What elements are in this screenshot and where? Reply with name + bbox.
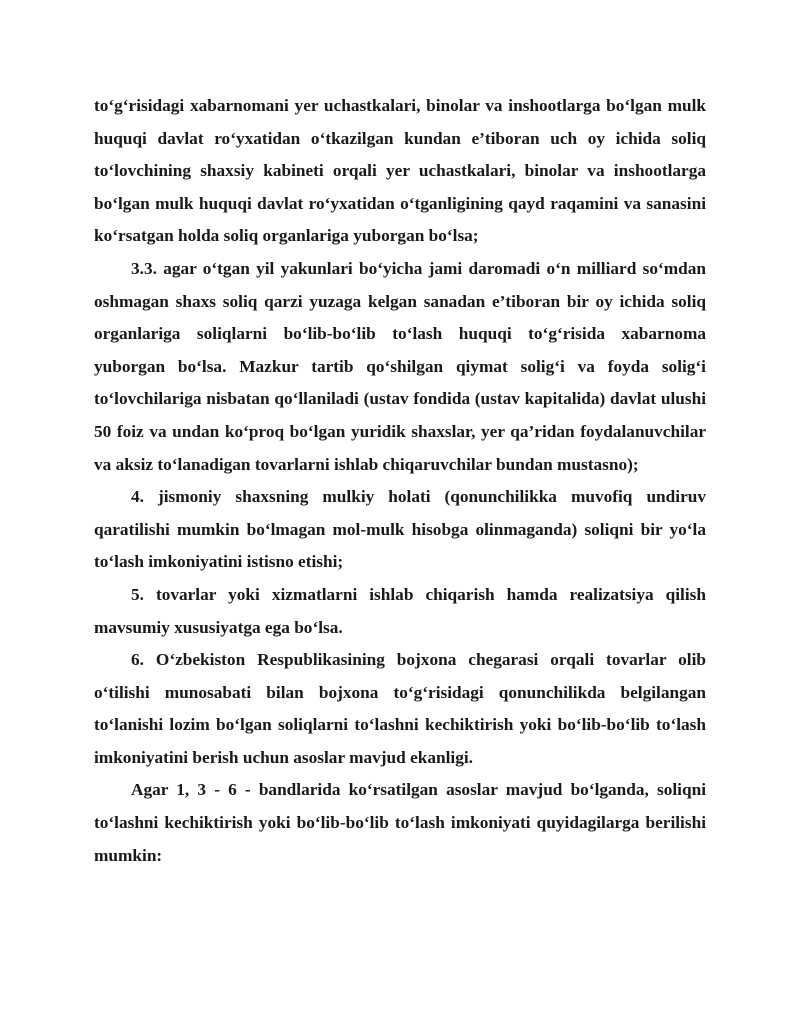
paragraph-item-5: 5. tovarlar yoki xizmatlarni ishlab chiqarish hamda realizatsiya qilish mavsumiy xususiyatga ega bo‘lsa. xyxy=(94,584,706,637)
document-page xyxy=(94,90,706,872)
paragraph-conclusion: Agar 1, 3 - 6 - bandlarida ko‘rsatilgan asoslar mavjud bo‘lganda, soliqni to‘lashni kechiktirish yoki bo‘lib-bo‘lib to‘lash imkoniyati quyidagilarga berilishi mumkin: xyxy=(94,780,706,865)
paragraph-item-3-3: 3.3. agar o‘tgan yil yakunlari bo‘yicha jami daromadi o‘n milliard so‘mdan oshmagan shaxs soliq qarzi yuzaga kelgan sanadan e’tiboran bir oy ichida soliq organlariga soliqlarni bo‘lib-bo‘lib to‘lash huquqi to‘g‘risida xabarnoma yuborgan bo‘lsa. Mazkur tartib qo‘shilgan qiymat solig‘i va foyda solig‘i to‘lovchilariga nisbatan qo‘llaniladi (ustav fondida (ustav kapitalida) davlat ulushi 50 foiz va undan ko‘proq bo‘lgan yuridik shaxslar, yer qa’ridan foydalanuvchilar va aksiz to‘lanadigan tovarlarni ishlab chiqaruvchilar bundan mustasno); xyxy=(94,258,706,474)
paragraph-item-4: 4. jismoniy shaxsning mulkiy holati (qonunchilikka muvofiq undiruv qaratilishi mumkin bo‘lmagan mol-mulk hisobga olinmaganda) soliqni bir yo‘la to‘lash imkoniyatini istisno etishi; xyxy=(94,487,706,572)
paragraph-notification-continued: to‘g‘risidagi xabarnomani yer uchastkalari, binolar va inshootlarga bo‘lgan mulk huquqi davlat ro‘yxatidan o‘tkazilgan kundan e’tiboran uch oy ichida soliq to‘lovchining shaxsiy kabineti orqali yer uchastkalari, binolar va inshootlarga bo‘lgan mulk huquqi davlat ro‘yxatidan o‘tganligining qayd raqamini va sanasini ko‘rsatgan holda soliq organlariga yuborgan bo‘lsa; xyxy=(94,96,706,246)
paragraph-item-6: 6. O‘zbekiston Respublikasining bojxona chegarasi orqali tovarlar olib o‘tilishi munosabati bilan bojxona to‘g‘risidagi qonunchilikda belgilangan to‘lanishi lozim bo‘lgan soliqlarni to‘lashni kechiktirish yoki bo‘lib-bo‘lib to‘lash imkoniyatini berish uchun asoslar mavjud ekanligi. xyxy=(94,650,706,767)
